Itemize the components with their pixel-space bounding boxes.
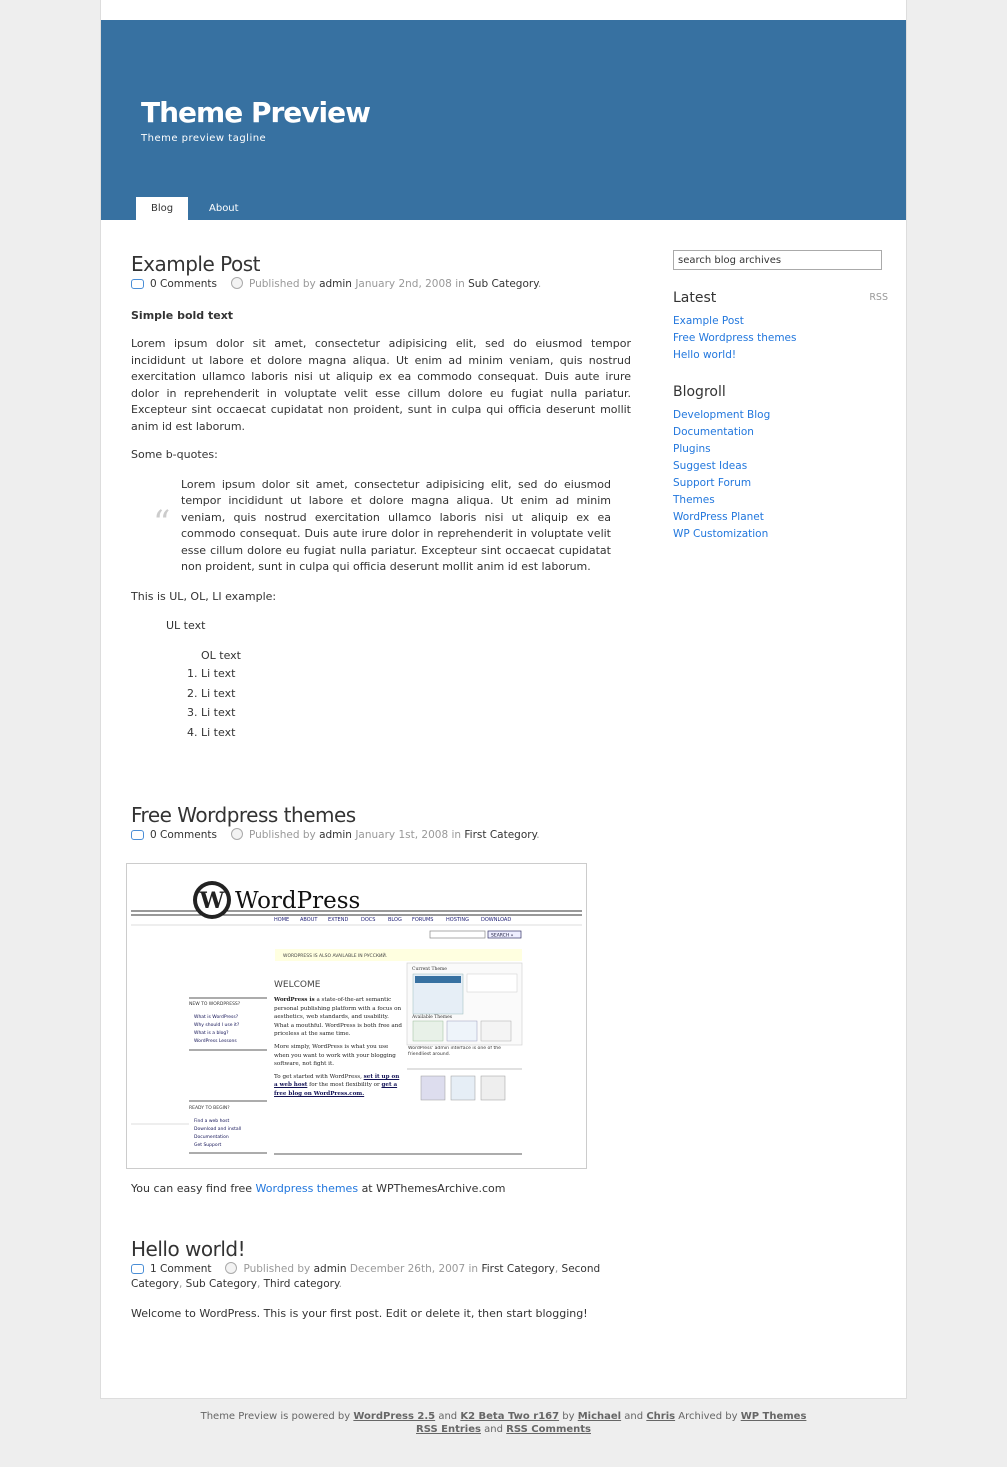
post-title[interactable]: Hello world! — [131, 1237, 246, 1261]
category-link[interactable]: First Category — [481, 1262, 555, 1275]
post-text: Welcome to WordPress. This is your first post. Edit or delete it, then start blogging! — [131, 1306, 588, 1320]
ordered-list — [131, 664, 631, 742]
ul-text: UL text — [166, 619, 206, 632]
bquotes-intro: Some b-quotes: — [131, 448, 218, 461]
blogroll-item[interactable]: Development Blog — [673, 409, 771, 421]
wordpress-logo-text: WordPress — [235, 888, 361, 914]
notice-text: WORDPRESS IS ALSO AVAILABLE IN РУССКИЙ. — [283, 954, 388, 959]
nav-item: ABOUT — [300, 917, 318, 923]
footer: Theme Preview is powered by WordPress 2.5 and K2 Beta Two r167 by Michael and Chris Archived by WP Themes RSS Entries and RSS Comments — [200, 1411, 807, 1435]
post-free-themes — [131, 803, 631, 843]
latest-item[interactable]: Example Post — [673, 315, 744, 327]
latest-item[interactable]: Free Wordpress themes — [673, 332, 797, 344]
category-link[interactable]: Third category — [263, 1277, 339, 1290]
post-title[interactable]: Example Post — [131, 252, 260, 276]
blogroll-item[interactable]: Support Forum — [673, 477, 752, 489]
post-hello-world — [131, 1237, 631, 1322]
ready-item: Documentation — [194, 1135, 229, 1140]
rss-link[interactable]: RSS — [869, 292, 888, 303]
nav-item: FORUMS — [412, 917, 434, 923]
post-meta: 0 Comments Published by admin January 2nd, 2008 in Sub Category. — [131, 277, 631, 292]
post-meta: 1 Comment Published by admin December 26th, 2007 in First Category, Second Category, Sub Category, Third category. — [131, 1262, 601, 1290]
category-link[interactable]: Sub Category — [468, 277, 538, 290]
footer-k2-link[interactable]: K2 Beta Two r167 — [460, 1411, 560, 1422]
quote-mark-icon: “ — [153, 502, 171, 543]
new-to-wp-item: What is WordPress? — [194, 1015, 239, 1020]
nav-item: BLOG — [388, 917, 402, 923]
comment-icon — [131, 279, 144, 289]
footer-wordpress-link[interactable]: WordPress 2.5 — [353, 1411, 436, 1422]
nav-item: HOME — [274, 917, 290, 923]
new-to-wp-item: WordPress Lessons — [194, 1039, 237, 1044]
author-link[interactable]: admin — [313, 1262, 347, 1275]
blog-tagline: Theme preview tagline — [141, 133, 267, 144]
new-to-wp-item: What is a blog? — [194, 1031, 229, 1036]
bold-text: Simple bold text — [131, 308, 234, 322]
blockquote-text: Lorem ipsum dolor sit amet, consectetur adipisicing elit, sed do eiusmod tempor incididunt ut labore et dolore magna aliqua. Ut enim ad minim veniam, quis nostrud exercitation ullamco laboris nisi ut aliquip ex ea commodo consequat. Duis aute irure dolor in reprehenderit in voluptate velit esse cillum dolore eu fugiat nulla pariatur. Excepteur sint occaecat cupidatat non proident, sunt in culpa qui officia deserunt mollit anim id est laborum. — [181, 477, 611, 573]
footer-rss-entries-link[interactable]: RSS Entries — [416, 1424, 481, 1435]
blogroll-item[interactable]: Documentation — [673, 426, 754, 438]
tab-blog[interactable]: Blog — [136, 197, 188, 220]
list-item: 1. Li text — [201, 664, 631, 684]
post-example — [131, 252, 631, 742]
comment-icon — [131, 1264, 144, 1274]
latest-title: Latest — [673, 290, 717, 306]
clock-icon — [231, 828, 243, 840]
list-intro: This is UL, OL, LI example: — [131, 589, 277, 603]
current-theme-label: Current Theme — [412, 967, 447, 972]
author-link[interactable]: admin — [319, 277, 352, 290]
blogroll-list — [673, 407, 770, 543]
nav-item: EXTEND — [328, 917, 349, 923]
blogroll-title: Blogroll — [673, 384, 726, 400]
comment-icon — [131, 830, 144, 840]
welcome-heading: WELCOME — [274, 980, 321, 990]
ready-item: Get Support — [194, 1143, 222, 1148]
page-container — [100, 0, 907, 1399]
latest-list — [673, 313, 797, 364]
header — [101, 20, 906, 220]
latest-item[interactable]: Hello world! — [673, 349, 737, 361]
nav-item: DOCS — [361, 917, 376, 923]
wordpress-logo-icon — [193, 881, 231, 919]
footer-wpthemes-link[interactable]: WP Themes — [740, 1411, 807, 1422]
blogroll-item[interactable]: WordPress Planet — [673, 511, 764, 523]
new-to-wp-title: NEW TO WORDPRESS? — [189, 1002, 241, 1007]
blogroll-item[interactable]: Suggest Ideas — [673, 460, 748, 472]
post-title[interactable]: Free Wordpress themes — [131, 803, 356, 827]
blogroll-item[interactable]: WP Customization — [673, 528, 769, 540]
wordpress-themes-link[interactable]: Wordpress themes — [255, 1182, 359, 1195]
category-link[interactable]: Sub Category — [185, 1277, 257, 1290]
ol-text: OL text — [201, 648, 241, 662]
footer-chris-link[interactable]: Chris — [646, 1411, 676, 1422]
footer-michael-link[interactable]: Michael — [577, 1411, 622, 1422]
author-link[interactable]: admin — [319, 828, 352, 841]
post-meta: 0 Comments Published by admin January 1st, 2008 in First Category. — [131, 828, 631, 843]
ready-item: Download and install — [194, 1127, 242, 1132]
search-button: SEARCH » — [491, 933, 514, 939]
blog-title[interactable]: Theme Preview — [141, 96, 370, 129]
nav-item: DOWNLOAD — [481, 917, 512, 923]
paragraph: Lorem ipsum dolor sit amet, consectetur adipisicing elit, sed do eiusmod tempor incididunt ut labore et dolore magna aliqua. Ut enim ad minim veniam, quis nostrud exercitation ullamco laboris nisi ut aliquip ex ea commodo consequat. Duis aute irure dolor in reprehenderit in voluptate velit esse cillum dolore eu fugiat nulla pariatur. Excepteur sint occaecat cupidatat non proident, sunt in culpa qui officia deserunt mollit anim id est laborum. — [131, 337, 631, 433]
category-link[interactable]: Second Category — [131, 1262, 601, 1290]
comments-link[interactable]: 0 Comments — [150, 828, 217, 841]
clock-icon — [231, 277, 243, 289]
ready-title: READY TO BEGIN? — [189, 1106, 230, 1111]
wordpress-screenshot-image: W WordPress HOME ABOUT EXTEND DOCS BLOG FORUMS HOSTING DOWNLOAD SEARCH » WORDPRESS IS ALSO AVAILABLE IN РУССКИЙ. WELCOME WordPress is a state-of-the-art semantic personal publishing platform with a focus on aesthetics, web standards, and usability. What a mouthful. WordPress is both free and priceless at the same time. More simply, WordPress is what you use when you want to work with your blogging software, not fight it. To get started with WordPress, set it up on a web host for the most flexibility or get a free blog on WordPress.com. Current Theme Available Themes WordPress' admin interface is one of the friendliest around. NEW TO WORDPRESS? What is WordPress? Why should I use it? What is a blog? WordPress Lessons READY TO BEGIN? Find a web host Download and install Documentation Get Support — [126, 863, 587, 1169]
tab-about[interactable]: About — [209, 203, 239, 214]
comments-link[interactable]: 0 Comments — [150, 277, 217, 290]
post-text: You can easy find free Wordpress themes at WPThemesArchive.com — [131, 1182, 506, 1195]
svg-text:W: W — [199, 888, 225, 914]
comments-link[interactable]: 1 Comment — [150, 1262, 212, 1275]
nav-item: HOSTING — [446, 917, 470, 923]
available-themes-label: Available Themes — [412, 1015, 453, 1020]
list-item: 3. Li text — [201, 703, 631, 723]
clock-icon — [225, 1262, 237, 1274]
ready-item: Find a web host — [194, 1119, 230, 1124]
footer-rss-comments-link[interactable]: RSS Comments — [506, 1424, 591, 1435]
new-to-wp-item: Why should I use it? — [194, 1023, 240, 1028]
blogroll-item[interactable]: Themes — [673, 494, 715, 506]
list-item: 2. Li text — [201, 684, 631, 704]
blogroll-item[interactable]: Plugins — [673, 443, 711, 455]
category-link[interactable]: First Category — [464, 828, 537, 841]
blockquote — [131, 477, 631, 576]
list-item: 4. Li text — [201, 723, 631, 743]
search-input[interactable] — [673, 250, 882, 270]
